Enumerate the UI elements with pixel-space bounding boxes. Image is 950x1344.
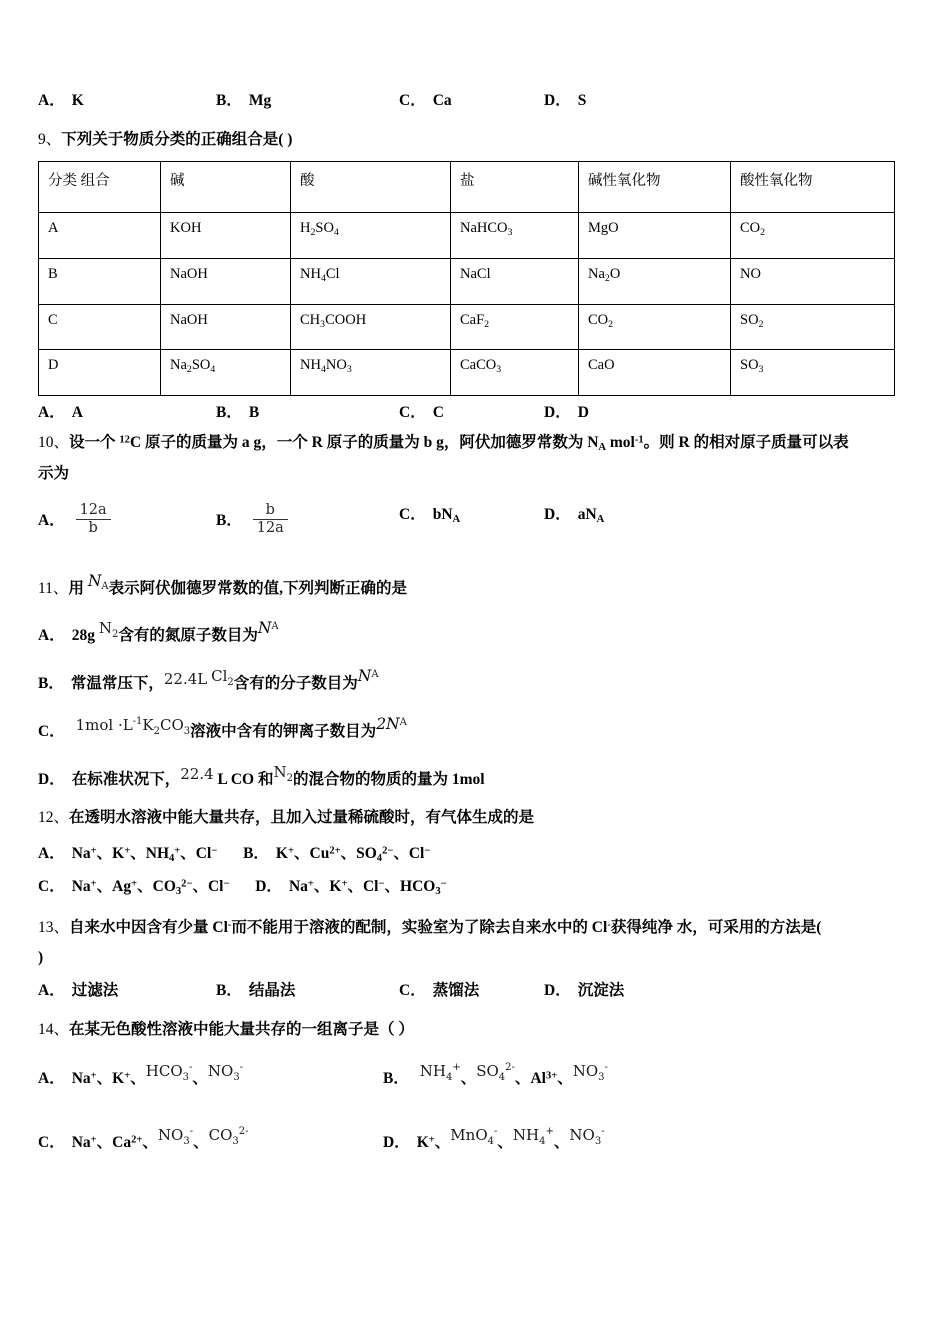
fraction-denominator: 12a — [253, 519, 288, 536]
q14-option-b-ion1-sup: + — [452, 1061, 461, 1073]
page-content — [38, 88, 910, 1153]
q13-option-d — [544, 978, 694, 1000]
cell-salt: NaCl — [451, 258, 579, 304]
q8-option-c — [399, 88, 544, 110]
q14-option-b-ion3-sub: 3 — [598, 1071, 605, 1083]
q11-stem — [38, 571, 910, 600]
q10-stem-part1: 设一个 — [69, 434, 120, 452]
table-row — [39, 304, 895, 350]
q9-stem-text: 下列关于物质分类的正确组合是( ) — [61, 131, 293, 148]
q14-option-a-ion2: NO — [207, 1061, 234, 1080]
q11-option-c-part2: 溶液中含有的钾离子数目为 — [190, 722, 377, 740]
q9-number: 9、 — [38, 131, 62, 148]
q10-option-d-text: aN — [577, 506, 597, 524]
q14-option-d-ion1-sub: 4 — [487, 1135, 494, 1147]
q13-option-b-label: B． — [216, 981, 242, 999]
q12-option-b-text: K+、$Cu^{2+}$、$SO_4^{2-}$、Cl− — [275, 845, 431, 865]
fraction-denominator: b — [76, 519, 111, 536]
q13-option-a — [38, 978, 216, 1000]
q11-option-b — [38, 667, 910, 695]
q14-option-a-ion1: HCO — [145, 1061, 183, 1080]
q10-option-c — [399, 502, 544, 535]
q8-option-d — [544, 88, 694, 110]
q11-option-b-formula: Cl — [211, 667, 228, 686]
q13-option-b — [216, 978, 399, 1000]
q14-option-b-label: B． — [383, 1069, 409, 1087]
q12-stem-text: 在透明水溶液中能大量共存，且加入过量稀硫酸时，有气体生成的是 — [69, 809, 535, 827]
q11-option-b-qty: 22.4L — [163, 670, 208, 689]
q10-option-b — [216, 502, 399, 535]
q11-option-b-formula-sub: 2 — [227, 677, 234, 689]
q14-option-d-ion3: NO — [569, 1125, 595, 1144]
table-header-row — [39, 162, 895, 213]
q13-option-c-text: 蒸馏法 — [432, 981, 480, 999]
q14-option-c-sep: 、 — [193, 1133, 209, 1151]
q10-stem-line2: 示为 — [38, 465, 70, 483]
q11-option-a-formula: N — [98, 619, 112, 638]
q14-option-b-ion2-sub: 4 — [498, 1071, 506, 1083]
cell-basic-oxide: $Na_2O$ — [579, 258, 731, 304]
q10-option-c-label: C． — [399, 506, 426, 524]
q9-option-b-label: B． — [216, 404, 242, 422]
q11-option-b-part2: 含有的分子数目为 — [233, 675, 358, 693]
q10-option-a-fraction — [76, 502, 111, 535]
cell-basic-oxide: $CO_2$ — [579, 304, 731, 350]
q8-option-b-label: B． — [216, 92, 242, 109]
q9-option-a-text: A — [71, 404, 83, 422]
q10-stem-part2: C 原子的质量为 a g，一个 R 原子的质量为 b g，阿伏加德罗常数为 N — [129, 434, 599, 452]
q14-options-row-1 — [38, 1061, 910, 1090]
q14-option-d — [383, 1125, 605, 1154]
q10-options-row — [38, 502, 910, 535]
q12-option-a-label: A． — [38, 845, 65, 863]
q11-option-c-formula-sub2: 3 — [183, 725, 191, 737]
q12-option-a-text: Na+、K+、$NH_4^+$、Cl− — [71, 845, 218, 865]
table-row — [39, 213, 895, 259]
q14-option-c-ion1: NO — [157, 1125, 184, 1144]
q14-option-b-sep1: 、 — [460, 1069, 477, 1087]
q14-option-d-prefix: K+、 — [416, 1133, 451, 1151]
q14-option-a-prefix: Na+、K+、 — [71, 1069, 146, 1087]
q9-option-a — [38, 400, 216, 422]
q11-option-a — [38, 619, 910, 647]
q9-option-c — [399, 400, 544, 422]
th-base: 碱 — [161, 162, 291, 213]
q14-option-a-ion1-sup: - — [189, 1061, 193, 1073]
q14-stem-text: 在某无色酸性溶液中能大量共存的一组离子是（ ） — [69, 1020, 414, 1038]
q14-option-d-ion2: NH — [512, 1125, 540, 1144]
q14-option-b-ion3: NO — [572, 1061, 599, 1080]
q12-option-c-text: Na+、Ag+、$CO_3^{2-}$、Cl− — [71, 877, 230, 897]
q11-option-b-tail-sub: A — [371, 669, 379, 681]
q14-option-a-ion2-sub: 3 — [233, 1071, 240, 1083]
q14-option-d-ion1-sup: - — [494, 1125, 498, 1137]
cell-combo: B — [39, 258, 161, 304]
cell-combo: C — [39, 304, 161, 350]
q9-option-a-label: A． — [38, 404, 65, 422]
q11-option-c-qty: 1mol ·L — [75, 715, 133, 734]
q10-stem-part3: mol — [606, 434, 635, 452]
q12-option-d-label: D． — [255, 877, 282, 895]
q11-option-c-tail-sub: A — [399, 716, 407, 728]
cell-acid: $NH_4NO_3$ — [291, 350, 451, 396]
q11-option-c-tail: 2N — [376, 714, 400, 733]
q10-option-d-sub: A — [596, 514, 605, 526]
q10-option-d-label: D． — [544, 506, 571, 524]
cell-basic-oxide: CaO — [579, 350, 731, 396]
q12-option-b-label: B． — [243, 845, 269, 863]
q14-option-c-ion1-sub: 3 — [183, 1135, 190, 1147]
q8-option-a — [38, 88, 216, 110]
q14-option-d-ion2-sub: 4 — [539, 1135, 546, 1147]
q14-option-a-ion2-sup: - — [239, 1061, 244, 1073]
q8-options-row — [38, 88, 910, 110]
q14-option-a-ion1-sub: 3 — [182, 1071, 189, 1083]
q11-option-c-qty-sup: -1 — [132, 715, 143, 727]
th-salt: 盐 — [451, 162, 579, 213]
q8-option-a-label: A． — [38, 92, 65, 109]
q11-na-symbol: N — [87, 571, 102, 590]
q11-option-d-part3: 的混合物的物质的量为 1mol — [292, 770, 485, 788]
q10-isotope-12: 12 — [119, 434, 130, 446]
q14-stem — [38, 1018, 910, 1042]
q12-stem — [38, 806, 910, 830]
q8-option-d-text: S — [577, 92, 587, 109]
th-combo: 分类 组合 — [39, 162, 161, 213]
q11-option-a-label: A． — [38, 627, 65, 645]
q10-option-a-label: A． — [38, 512, 65, 530]
cell-acidic-oxide: $CO_2$ — [731, 213, 895, 259]
q11-stem-part1: 用 — [68, 579, 88, 597]
q14-option-c-prefix: Na+、$Ca^{2+}$、 — [71, 1133, 158, 1151]
q14-option-b-ion3-sup: - — [604, 1061, 608, 1073]
q14-option-d-label: D． — [383, 1133, 410, 1151]
q11-option-d-qty: 22.4 — [180, 764, 214, 783]
q11-number: 11、 — [38, 579, 69, 597]
q9-classification-table — [38, 161, 895, 396]
q14-option-b — [383, 1061, 608, 1090]
q14-option-a-sep: 、 — [192, 1069, 208, 1087]
q11-option-d-part2: L CO 和 — [217, 770, 274, 788]
q10-option-b-fraction — [253, 502, 288, 535]
q14-option-c-ion2: CO — [208, 1125, 233, 1144]
q13-option-d-text: 沉淀法 — [577, 981, 625, 999]
cell-salt: CaCO$_3$ — [451, 350, 579, 396]
q8-option-c-label: C． — [399, 92, 426, 109]
q12-option-c-label: C． — [38, 877, 65, 895]
q14-option-d-sep2: 、 — [553, 1133, 570, 1151]
q8-option-b-text: Mg — [248, 92, 272, 109]
q14-option-c-ion1-sup: - — [189, 1125, 194, 1137]
q14-option-d-ion3-sub: 3 — [594, 1135, 602, 1147]
q13-option-c — [399, 978, 544, 1000]
q14-option-a-label: A． — [38, 1069, 65, 1087]
q14-option-d-ion1: MnO — [450, 1125, 488, 1144]
table-row — [39, 350, 895, 396]
q11-option-b-part1: 常温常压下， — [70, 675, 164, 693]
cell-base: NaOH — [161, 304, 291, 350]
q11-option-b-label: B． — [38, 675, 64, 693]
q9-option-c-text: C — [432, 404, 444, 422]
table-body — [39, 213, 895, 396]
cell-acid: $H_2SO_4$ — [291, 213, 451, 259]
q14-number: 14、 — [38, 1020, 70, 1038]
th-acid: 酸 — [291, 162, 451, 213]
q8-option-c-text: Ca — [432, 92, 452, 109]
q9-option-d — [544, 400, 694, 422]
q11-option-d-formula-sub: 2 — [286, 772, 293, 784]
q11-option-c-label: C． — [38, 722, 65, 740]
q10-number: 10、 — [38, 434, 70, 452]
th-basic-oxide: 碱性氧化物 — [579, 162, 731, 213]
q11-option-c-formula2: CO — [160, 715, 184, 734]
q11-na-symbol-sub: A — [101, 580, 109, 592]
q14-option-c-ion2-sup: 2- — [238, 1125, 249, 1137]
q13-stem-text: 自来水中因含有少量 Cl-而不能用于溶液的配制，实验室为了除去自来水中的 Cl-获得纯净 水，可采用的方法是( — [69, 918, 822, 936]
q14-option-d-ion3-sup: - — [601, 1125, 605, 1137]
q11-option-c-formula: K — [142, 715, 154, 734]
q14-options-row-2 — [38, 1125, 910, 1154]
th-acidic-oxide: 酸性氧化物 — [731, 162, 895, 213]
fraction-numerator: b — [265, 502, 275, 519]
q11-option-a-tail-sub: A — [271, 621, 279, 633]
q8-option-d-label: D． — [544, 92, 571, 109]
cell-salt: NaHCO$_3$ — [451, 213, 579, 259]
cell-combo: A — [39, 213, 161, 259]
cell-acid: $NH_4Cl$ — [291, 258, 451, 304]
q11-option-d-part1: 在标准状况下， — [71, 770, 181, 788]
q9-options-row — [38, 400, 910, 422]
table-row — [39, 258, 895, 304]
q12-options-row-1 — [38, 842, 910, 867]
q14-option-c — [38, 1125, 383, 1154]
q11-option-c-formula-sub1: 2 — [153, 725, 161, 737]
q10-option-c-sub: A — [452, 514, 461, 526]
q8-option-b — [216, 88, 399, 110]
q8-option-a-text: K — [71, 92, 84, 109]
q13-stem-line2: ) — [38, 948, 44, 966]
q14-option-d-ion2-sup: + — [545, 1125, 554, 1137]
cell-base: $Na_2SO_4$ — [161, 350, 291, 396]
cell-acidic-oxide: $SO_3$ — [731, 350, 895, 396]
q12-options-row-2 — [38, 875, 910, 900]
q14-option-c-label: C． — [38, 1133, 65, 1151]
q10-option-c-text: bN — [432, 506, 453, 524]
q9-option-d-label: D． — [544, 404, 571, 422]
cell-basic-oxide: MgO — [579, 213, 731, 259]
q11-option-d — [38, 762, 910, 791]
q9-option-c-label: C． — [399, 404, 426, 422]
q14-option-d-sep1: 、 — [497, 1133, 513, 1151]
q14-option-b-ion1: NH — [419, 1061, 446, 1080]
q11-stem-part2: 表示阿伏伽德罗常数的值,下列判断正确的是 — [108, 579, 408, 597]
q13-option-b-text: 结晶法 — [248, 981, 296, 999]
q13-option-a-text: 过滤法 — [71, 981, 119, 999]
q13-option-a-label: A． — [38, 981, 65, 999]
q11-option-a-formula-sub: 2 — [111, 629, 119, 641]
q13-options-row — [38, 978, 910, 1000]
q10-stem — [38, 431, 910, 456]
q9-option-d-text: D — [577, 404, 589, 422]
q10-option-d — [544, 502, 694, 535]
cell-acid: $CH_3COOH$ — [291, 304, 451, 350]
q13-option-d-label: D． — [544, 981, 571, 999]
cell-combo: D — [39, 350, 161, 396]
q10-stem-part4: 。则 R 的相对原子质量可以表 — [643, 434, 849, 452]
cell-base: NaOH — [161, 258, 291, 304]
q14-option-b-ion1-sub: 4 — [445, 1071, 453, 1083]
q9-option-b — [216, 400, 399, 422]
q13-option-c-label: C． — [399, 981, 426, 999]
q14-option-b-sep2: 、 — [514, 1069, 531, 1087]
q14-option-b-ion2: SO — [476, 1061, 499, 1080]
q13-number: 13、 — [38, 918, 70, 936]
cell-base: KOH — [161, 213, 291, 259]
q10-mol-exp: -1 — [634, 434, 644, 446]
q11-option-a-tail: N — [257, 619, 272, 638]
q14-option-c-ion2-sub: 3 — [232, 1135, 239, 1147]
q11-option-d-label: D． — [38, 770, 65, 788]
q11-option-a-part1: 28g — [71, 627, 95, 645]
q12-option-d-text: Na+、K+、Cl−、$HCO_3^-$ — [288, 877, 447, 897]
q11-option-c — [38, 714, 910, 743]
q12-number: 12、 — [38, 809, 70, 827]
q9-stem — [38, 128, 910, 152]
q11-option-a-part2: 含有的氮原子数目为 — [118, 627, 258, 645]
fraction-numerator: 12a — [79, 502, 107, 519]
q13-stem — [38, 916, 910, 940]
q11-option-d-formula: N — [273, 762, 287, 781]
q10-option-a — [38, 502, 216, 535]
cell-salt: CaF$_2$ — [451, 304, 579, 350]
cell-acidic-oxide: NO — [731, 258, 895, 304]
q9-option-b-text: B — [248, 404, 260, 422]
q14-option-b-ion2-sup: 2- — [505, 1061, 515, 1073]
cell-acidic-oxide: $SO_2$ — [731, 304, 895, 350]
q14-option-a — [38, 1061, 383, 1090]
q10-na-sub: A — [598, 441, 606, 453]
q10-option-b-label: B． — [216, 512, 242, 530]
q11-option-b-tail: N — [357, 667, 372, 686]
q14-option-b-mid: $Al^{3+}$、 — [530, 1069, 573, 1087]
